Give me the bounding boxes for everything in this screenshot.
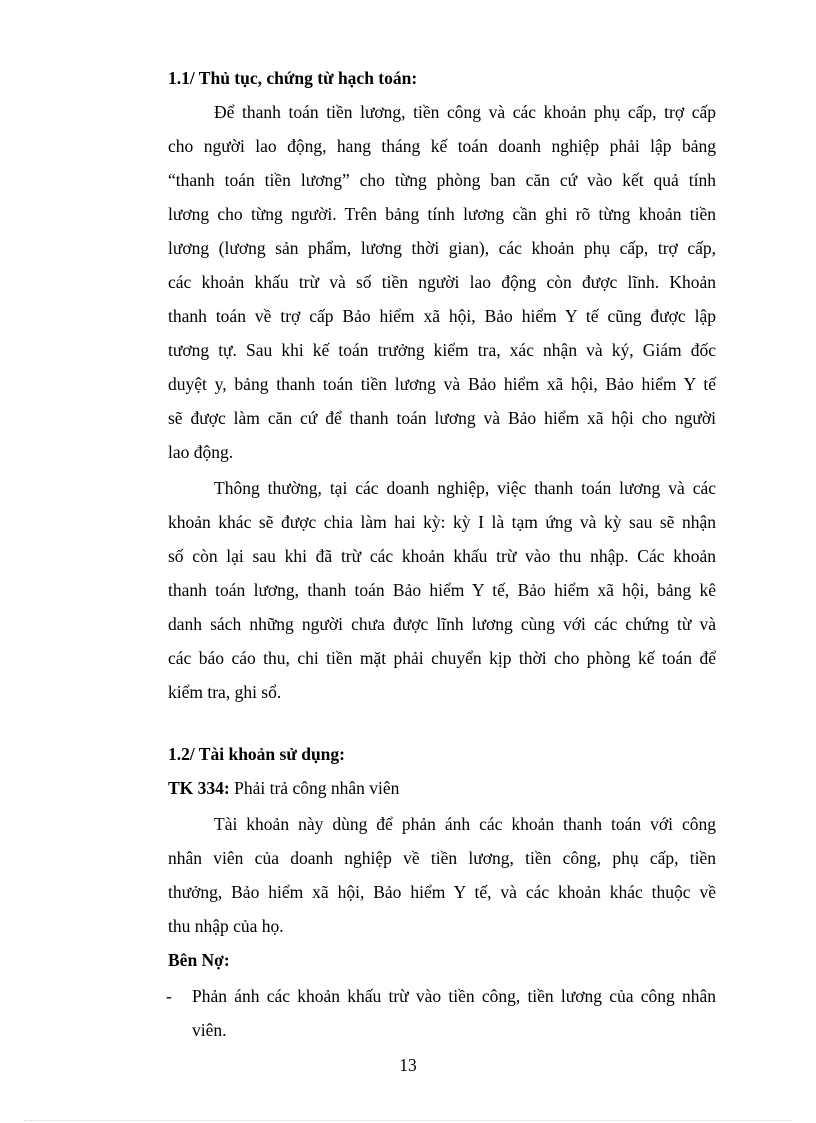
- paragraph-line: cho người lao động, hang tháng kế toán doanh nghiệp phải lập bảng: [168, 136, 716, 156]
- account-line: [168, 777, 399, 799]
- paragraph-line: thu nhập của họ.: [168, 916, 284, 936]
- paragraph-line: lương cho từng người. Trên bảng tính lương cần ghi rõ từng khoản tiền: [168, 204, 716, 224]
- paragraph-line: các báo cáo thu, chi tiền mặt phải chuyển kịp thời cho phòng kế toán để: [168, 648, 716, 668]
- paragraph-line: khoản khác sẽ được chia làm hai kỳ: kỳ I là tạm ứng và kỳ sau sẽ nhận: [168, 512, 716, 532]
- paragraph-line: thanh toán lương, thanh toán Bảo hiểm Y tế, Bảo hiểm xã hội, bảng kê: [168, 580, 716, 600]
- paragraph-line: Tài khoản này dùng để phản ánh các khoản thanh toán với công: [214, 814, 716, 834]
- paragraph-line: các khoản khấu trừ và số tiền người lao động còn được lĩnh. Khoản: [168, 272, 716, 292]
- paragraph-line: lao động.: [168, 442, 234, 462]
- ben-no-heading: Bên Nợ:: [168, 950, 230, 970]
- paragraph-line: kiểm tra, ghi sổ.: [168, 682, 282, 702]
- paragraph-line: số còn lại sau khi đã trừ các khoản khấu trừ vào thu nhập. Các khoản: [168, 546, 716, 566]
- account-description: Phải trả công nhân viên: [229, 778, 400, 798]
- section-heading-1-1: 1.1/ Thủ tục, chứng từ hạch toán:: [168, 68, 418, 88]
- paragraph-line: Để thanh toán tiền lương, tiền công và các khoản phụ cấp, trợ cấp: [214, 102, 716, 122]
- paragraph-line: nhân viên của doanh nghiệp về tiền lương, tiền công, phụ cấp, tiền: [168, 848, 716, 868]
- account-code: TK 334:: [168, 778, 230, 798]
- bullet-dash: -: [166, 986, 172, 1006]
- bullet-item: [168, 985, 716, 1041]
- paragraph-line: sẽ được làm căn cứ để thanh toán lương và Bảo hiểm xã hội cho người: [168, 408, 716, 428]
- paragraph-line: thanh toán về trợ cấp Bảo hiểm xã hội, Bảo hiểm Y tế cũng được lập: [168, 306, 716, 326]
- paragraph-line: tương tự. Sau khi kế toán trưởng kiểm tra, xác nhận và ký, Giám đốc: [168, 340, 716, 360]
- bullet-line: Phản ánh các khoản khấu trừ vào tiền công, tiền lương của công nhân: [192, 986, 716, 1006]
- page-number: 13: [399, 1055, 417, 1075]
- paragraph-line: lương (lương sản phẩm, lương thời gian), các khoản phụ cấp, trợ cấp,: [168, 238, 716, 258]
- paragraph-line: “thanh toán tiền lương” cho từng phòng ban căn cứ vào kết quả tính: [168, 170, 716, 190]
- paragraph-line: duyệt y, bảng thanh toán tiền lương và Bảo hiểm xã hội, Bảo hiểm Y tế: [168, 374, 716, 394]
- section-heading-1-2: 1.2/ Tài khoản sử dụng:: [168, 744, 345, 764]
- paragraph-line: danh sách những người chưa được lĩnh lương cùng với các chứng từ và: [168, 614, 716, 634]
- page-bottom-divider: [24, 1120, 792, 1121]
- paragraph-line: thưởng, Bảo hiểm xã hội, Bảo hiểm Y tế, và các khoản khác thuộc về: [168, 882, 716, 902]
- paragraph-line: Thông thường, tại các doanh nghiệp, việc thanh toán lương và các: [214, 478, 716, 498]
- bullet-line: viên.: [192, 1020, 227, 1040]
